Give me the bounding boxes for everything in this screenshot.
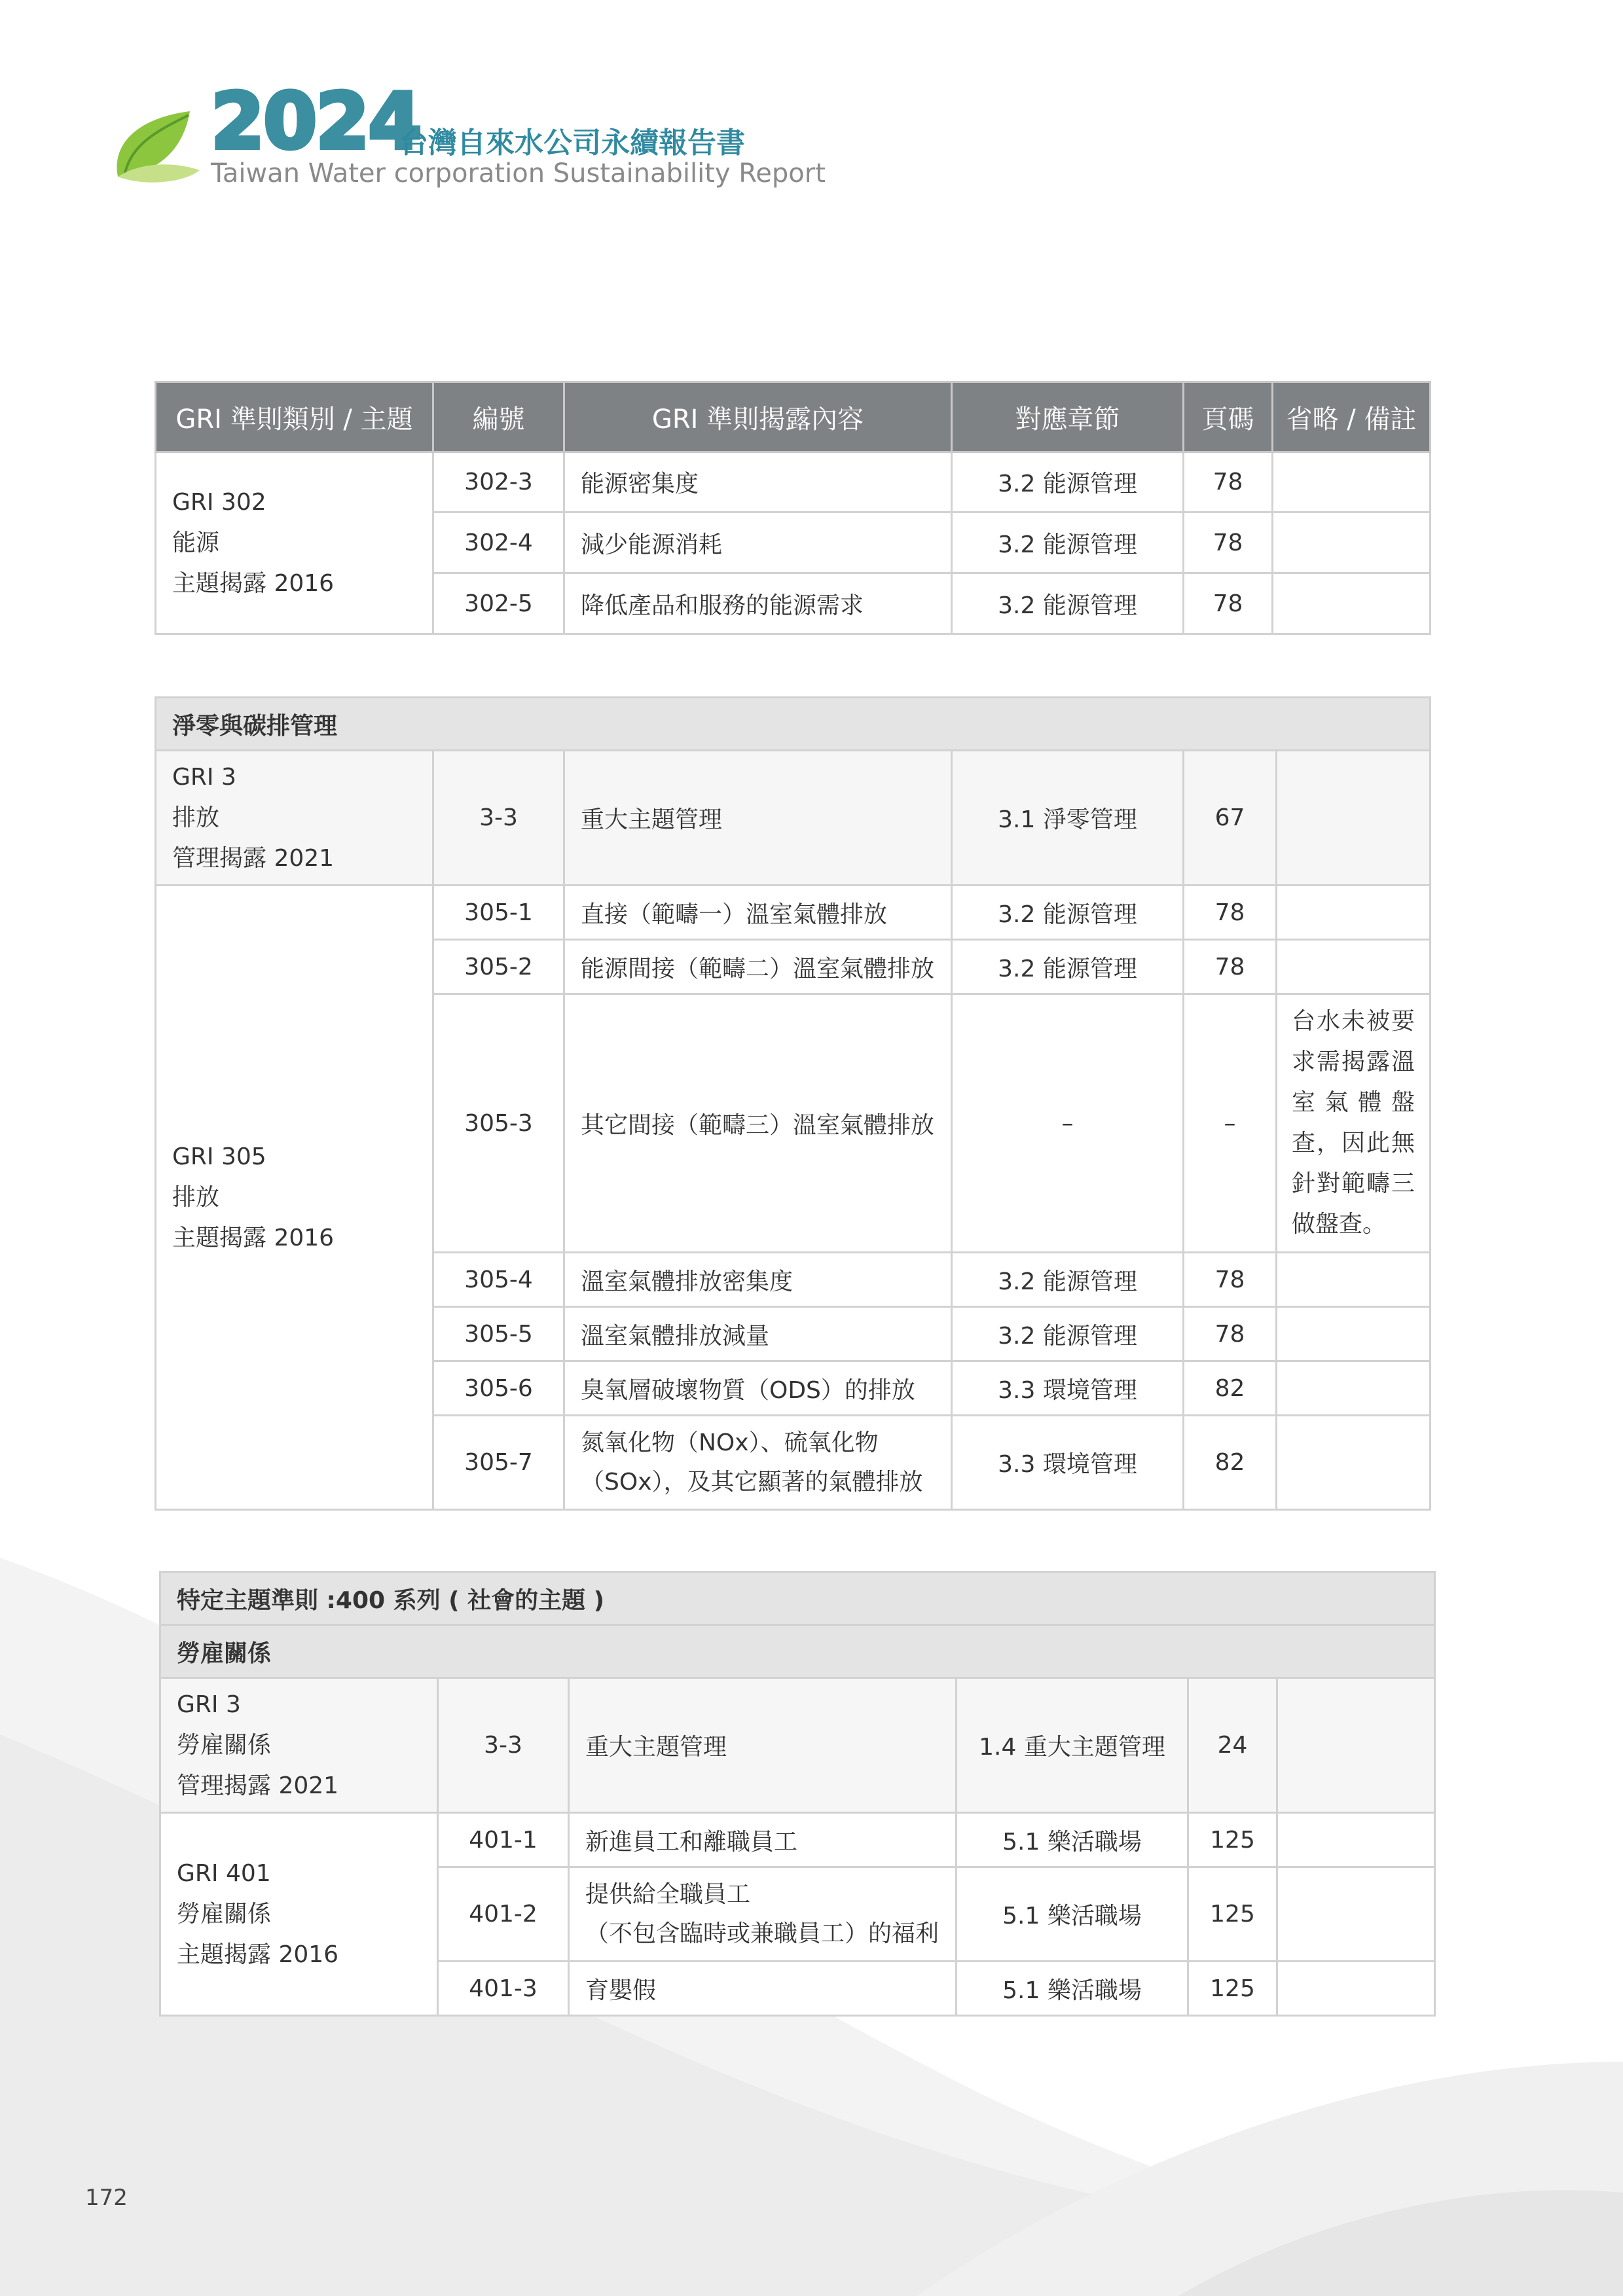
table-row (160, 1678, 1435, 1813)
content-cell (564, 1416, 952, 1510)
page-cell: 78 (1184, 1307, 1277, 1361)
content-cell: 育嬰假 (569, 1962, 957, 2016)
code-cell: 401-2 (438, 1867, 569, 1962)
report-year: 2024 (211, 76, 421, 166)
content-cell: 減少能源消耗 (564, 512, 952, 573)
content-cell (569, 1867, 957, 1962)
category-line: GRI 302 (172, 488, 266, 516)
content-line: 氮氧化物（NOx）、硫氧化物 (581, 1429, 879, 1456)
note-cell (1277, 1867, 1435, 1962)
table-row (156, 751, 1431, 886)
report-title-chinese: 台灣自來水公司永續報告書 (399, 126, 745, 160)
header-section: 對應章節 (952, 382, 1184, 452)
code-cell: 302-4 (433, 512, 564, 573)
page-cell: 67 (1184, 751, 1277, 886)
section-cell: 5.1 樂活職場 (957, 1962, 1188, 2016)
page-cell: 78 (1184, 940, 1277, 994)
section-cell: 5.1 樂活職場 (957, 1813, 1188, 1867)
report-header (111, 76, 831, 196)
code-cell: 302-5 (433, 573, 564, 634)
code-cell: 401-3 (438, 1962, 569, 2016)
section-cell: 3.2 能源管理 (952, 1307, 1184, 1361)
category-line: GRI 3 (172, 763, 236, 791)
note-cell (1273, 512, 1431, 573)
note-cell (1277, 1962, 1435, 2016)
page-cell: 78 (1184, 512, 1273, 573)
code-cell: 305-4 (433, 1253, 564, 1307)
page-cell: 78 (1184, 1253, 1277, 1307)
section-cell: 3.2 能源管理 (952, 940, 1184, 994)
section-cell: – (952, 994, 1184, 1253)
section-cell: 3.2 能源管理 (952, 512, 1184, 573)
section-row (160, 1572, 1435, 1625)
subsection-title: 勞雇關係 (160, 1625, 1435, 1678)
section-row (156, 698, 1431, 751)
category-line: GRI 401 (177, 1859, 271, 1887)
note-cell (1273, 573, 1431, 634)
leaf-logo-icon (111, 98, 203, 183)
content-line: （SOx），及其它顯著的氣體排放 (581, 1468, 923, 1496)
note-line: 針對範疇三 (1292, 1170, 1415, 1197)
note-cell (1277, 940, 1431, 994)
table-row (160, 1813, 1435, 1867)
note-line: 求需揭露溫 (1292, 1049, 1415, 1075)
category-line: 管理揭露 2021 (177, 1772, 339, 1799)
category-cell (156, 751, 433, 886)
content-cell: 重大主題管理 (564, 751, 952, 886)
content-cell: 重大主題管理 (569, 1678, 957, 1813)
code-cell: 302-3 (433, 452, 564, 512)
content-cell: 溫室氣體排放密集度 (564, 1253, 952, 1307)
content-cell: 直接（範疇一）溫室氣體排放 (564, 886, 952, 940)
note-cell (1273, 452, 1431, 512)
category-line: GRI 3 (177, 1691, 241, 1718)
table-header-row (156, 382, 1431, 452)
note-cell (1277, 1253, 1431, 1307)
report-title-english: Taiwan Water corporation Sustainability Report (211, 158, 826, 188)
header-category: GRI 準則類別 / 主題 (156, 382, 433, 452)
category-cell (156, 886, 433, 1510)
category-line: 管理揭露 2021 (172, 844, 335, 872)
section-cell: 3.2 能源管理 (952, 452, 1184, 512)
page-cell: 82 (1184, 1361, 1277, 1416)
category-line: 主題揭露 2016 (177, 1941, 339, 1968)
emissions-table (155, 696, 1431, 1511)
section-cell: 5.1 樂活職場 (957, 1867, 1188, 1962)
page-cell: 82 (1184, 1416, 1277, 1510)
section-title: 淨零與碳排管理 (156, 698, 1431, 751)
note-cell (1277, 1678, 1435, 1813)
gri-302-table (155, 381, 1431, 635)
category-line: 主題揭露 2016 (172, 569, 335, 597)
header-note: 省略 / 備註 (1273, 382, 1431, 452)
code-cell: 305-7 (433, 1416, 564, 1510)
section-cell: 3.2 能源管理 (952, 573, 1184, 634)
content-line: （不包含臨時或兼職員工）的福利 (585, 1920, 939, 1947)
content-cell: 其它間接（範疇三）溫室氣體排放 (564, 994, 952, 1253)
labor-relations-table (159, 1571, 1436, 2017)
note-cell (1277, 1307, 1431, 1361)
page-cell: 78 (1184, 573, 1273, 634)
note-line: 做盤查。 (1292, 1211, 1387, 1238)
section-cell: 1.4 重大主題管理 (957, 1678, 1188, 1813)
code-cell: 305-2 (433, 940, 564, 994)
section-cell: 3.2 能源管理 (952, 1253, 1184, 1307)
page-cell: 125 (1188, 1962, 1277, 2016)
page-cell: 78 (1184, 452, 1273, 512)
content-cell: 能源密集度 (564, 452, 952, 512)
section-cell: 3.1 淨零管理 (952, 751, 1184, 886)
category-cell (160, 1678, 438, 1813)
note-line: 台水未被要 (1292, 1008, 1415, 1035)
content-line: 提供給全職員工 (585, 1880, 751, 1908)
page-cell: 125 (1188, 1867, 1277, 1962)
note-cell (1277, 1416, 1431, 1510)
content-cell: 降低產品和服務的能源需求 (564, 573, 952, 634)
code-cell: 3-3 (438, 1678, 569, 1813)
page-number: 172 (85, 2185, 128, 2211)
category-cell (156, 452, 433, 634)
section-cell: 3.3 環境管理 (952, 1416, 1184, 1510)
category-line: 排放 (172, 804, 220, 831)
page-cell: – (1184, 994, 1277, 1253)
table-row (156, 452, 1431, 512)
header-content: GRI 準則揭露內容 (564, 382, 952, 452)
table-row (156, 886, 1431, 940)
category-line: 主題揭露 2016 (172, 1224, 335, 1251)
page-cell: 78 (1184, 886, 1277, 940)
note-line: 室 氣 體 盤 (1292, 1089, 1415, 1116)
section-cell: 3.3 環境管理 (952, 1361, 1184, 1416)
code-cell: 305-5 (433, 1307, 564, 1361)
section-cell: 3.2 能源管理 (952, 886, 1184, 940)
header-page: 頁碼 (1184, 382, 1273, 452)
category-cell (160, 1813, 438, 2016)
category-line: 勞雇關係 (177, 1900, 272, 1928)
category-line: 勞雇關係 (177, 1731, 272, 1759)
page-cell: 24 (1188, 1678, 1277, 1813)
category-line: 能源 (172, 529, 220, 556)
content-cell: 新進員工和離職員工 (569, 1813, 957, 1867)
page-cell: 125 (1188, 1813, 1277, 1867)
category-line: GRI 305 (172, 1143, 266, 1170)
code-cell: 305-3 (433, 994, 564, 1253)
code-cell: 3-3 (433, 751, 564, 886)
category-line: 排放 (172, 1183, 220, 1211)
section-title: 特定主題準則 :400 系列 ( 社會的主題 ) (160, 1572, 1435, 1625)
content-cell: 能源間接（範疇二）溫室氣體排放 (564, 940, 952, 994)
content-cell: 溫室氣體排放減量 (564, 1307, 952, 1361)
code-cell: 401-1 (438, 1813, 569, 1867)
note-line: 查，因此無 (1292, 1130, 1415, 1157)
note-cell (1277, 751, 1431, 886)
note-cell (1277, 886, 1431, 940)
note-cell (1277, 1813, 1435, 1867)
note-cell (1277, 994, 1431, 1253)
section-row (160, 1625, 1435, 1678)
content-cell: 臭氧層破壞物質（ODS）的排放 (564, 1361, 952, 1416)
note-cell (1277, 1361, 1431, 1416)
code-cell: 305-1 (433, 886, 564, 940)
header-code: 編號 (433, 382, 564, 452)
code-cell: 305-6 (433, 1361, 564, 1416)
